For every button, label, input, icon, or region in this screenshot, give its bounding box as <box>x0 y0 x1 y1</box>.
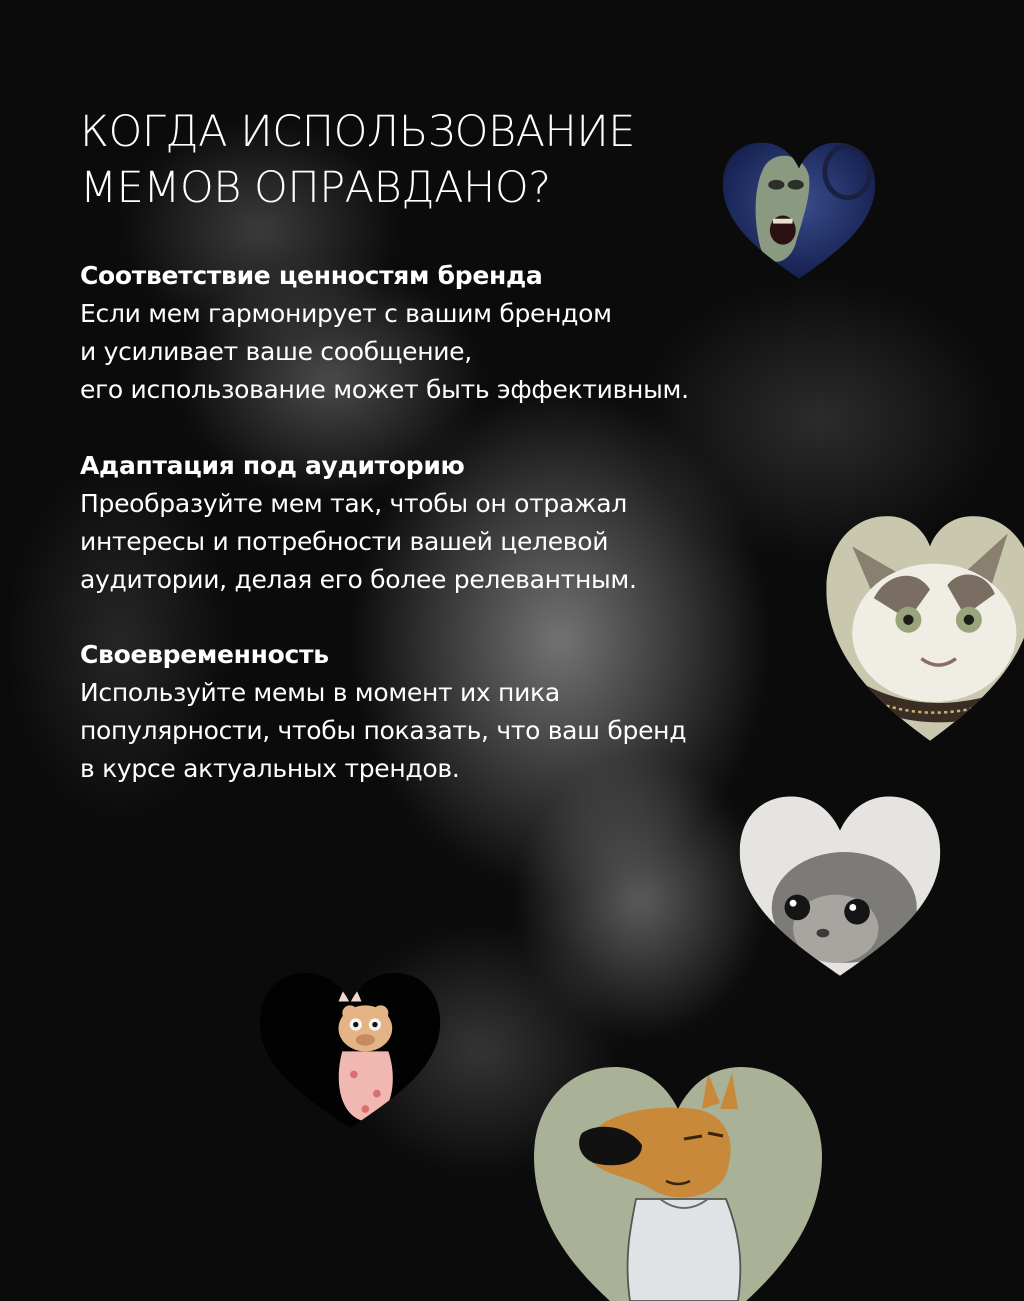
section-heading: Своевременность <box>80 640 329 669</box>
body-line: Используйте мемы в момент их пика <box>80 678 560 707</box>
body-line: Если мем гармонирует с вашим брендом <box>80 299 612 328</box>
body-line: популярности, чтобы показать, что ваш бренд <box>80 716 687 745</box>
title-line-1: КОГДА ИСПОЛЬЗОВАНИЕ <box>80 107 635 157</box>
meme-dog-character-heart <box>528 1061 828 1301</box>
meme-screaming-face-heart <box>718 134 880 284</box>
section-audience <box>80 447 800 599</box>
page-title <box>80 104 700 216</box>
section-heading: Соответствие ценностям бренда <box>80 261 543 290</box>
body-line: аудитории, делая его более релевантным. <box>80 565 637 594</box>
title-line-2: МЕМОВ ОПРАВДАНО? <box>80 163 551 213</box>
section-body <box>80 674 800 788</box>
section-body <box>80 485 800 599</box>
section-heading: Адаптация под аудиторию <box>80 451 465 480</box>
body-line: интересы и потребности вашей целевой <box>80 527 609 556</box>
body-line: в курсе актуальных трендов. <box>80 754 460 783</box>
section-body <box>80 295 800 409</box>
body-line: Преобразуйте мем так, чтобы он отражал <box>80 489 627 518</box>
meme-smiling-cat-heart <box>822 498 1024 748</box>
section-timeliness <box>80 636 800 788</box>
section-brand-values <box>80 257 800 409</box>
meme-sad-hamster-heart <box>733 788 947 980</box>
body-line: и усиливает ваше сообщение, <box>80 337 472 366</box>
body-line: его использование может быть эффективным. <box>80 375 689 404</box>
meme-clown-bear-heart <box>254 967 446 1132</box>
